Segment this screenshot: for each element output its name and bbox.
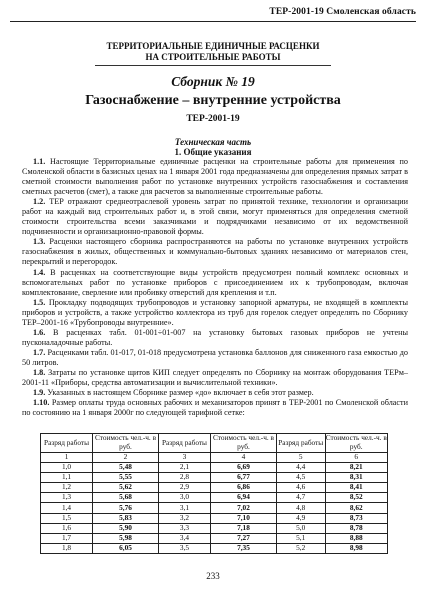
table-row bbox=[41, 513, 388, 523]
grade-cell: 1,0 bbox=[41, 462, 93, 472]
grade-cell: 1,3 bbox=[41, 493, 93, 503]
rate-cell: 6,77 bbox=[211, 472, 277, 482]
grade-cell: 1,8 bbox=[41, 544, 93, 554]
paragraph-text: Расценками табл. 01-017, 01-018 предусмотрена установка баллонов для сниженного газа емкостью до 50 литров. bbox=[22, 347, 408, 367]
collection-code: ТЕР-2001-19 bbox=[186, 114, 240, 124]
rate-cell: 8,78 bbox=[325, 523, 387, 533]
rate-cell: 5,55 bbox=[93, 472, 159, 482]
column-header: Стоимость чел.-ч. в руб. bbox=[211, 434, 277, 453]
grade-cell: 4,9 bbox=[276, 513, 325, 523]
rate-cell: 6,94 bbox=[211, 493, 277, 503]
rate-cell: 8,88 bbox=[325, 533, 387, 543]
paragraph-number: 1.3. bbox=[33, 237, 46, 247]
paragraph-text: ТЕР отражают среднеотраслевой уровень затрат по принятой технике, технологии и организации работ на каждый вид строительных работ и, в этой связи, могут применяться для определения сметной стоимости строительства всеми заказчиками и подрядчиками независимо от их ведомственной подчиненности и организационно-правовой формы. bbox=[22, 197, 408, 237]
collection-title: Газоснабжение – внутренние устройства bbox=[85, 93, 341, 108]
paragraph-text: В расценках на соответствующие виды устройств предусмотрен полный комплекс основных и вспомогательных работ по установке приборов с присоединением их к трубопроводам, включая комплектование, сверление или пробивку отверстий для крепления и т.п. bbox=[22, 267, 409, 297]
grade-cell: 5,0 bbox=[276, 523, 325, 533]
paragraph-1-9 bbox=[22, 388, 408, 398]
paragraph-text: Расценки настоящего сборника распространяются на работы по установке внутренних устройств газоснабжения в жилых, общественных и коммунально-бытовых зданиях независимо от материалов стен, перекрытий и перегородок. bbox=[22, 237, 408, 267]
paragraph-number: 1.2. bbox=[33, 197, 46, 207]
table-row bbox=[41, 472, 388, 482]
grade-cell: 5,2 bbox=[276, 544, 325, 554]
rate-cell: 7,35 bbox=[211, 544, 277, 554]
running-head: ТЕР-2001-19 Смоленская область bbox=[269, 7, 416, 17]
paragraph-text: Настоящие Территориальные единичные расценки на строительные работы для применения по Смоленской области в базисных ценах на 1 января 2001 года предназначены для определения прямых затрат в сметной стоимости выполнения работ по установке внутренних устройств газоснабжения и составления сметных расчетов (смет), а также для расчетов за выполненные строительные работы. bbox=[22, 157, 409, 197]
paragraph-text: Размер оплаты труда основных рабочих и механизаторов принят в ТЕР-2001 по Смоленской области по состоянию на 1 января 2000г по следующей тарифной сетке: bbox=[22, 398, 409, 418]
rate-cell: 5,62 bbox=[93, 482, 159, 492]
rate-cell: 6,05 bbox=[93, 544, 159, 554]
paragraph-1-7 bbox=[22, 348, 408, 368]
grade-cell: 4,4 bbox=[276, 462, 325, 472]
paragraph-number: 1.7. bbox=[33, 347, 46, 357]
paragraph-text: Затраты по установке щитов КИП следует определять по Сборнику на монтаж оборудования ТЕРм–2001-11 «Приборы, средства автоматизации и вычислительной техники». bbox=[22, 367, 408, 388]
column-index: 6 bbox=[325, 453, 387, 463]
table-header-row bbox=[41, 434, 388, 453]
grade-cell: 1,4 bbox=[41, 503, 93, 513]
body-text bbox=[22, 157, 408, 418]
rate-cell: 5,76 bbox=[93, 503, 159, 513]
column-header: Разряд работы bbox=[276, 434, 325, 453]
grade-cell: 2,1 bbox=[158, 462, 210, 472]
table-row bbox=[41, 544, 388, 554]
grade-cell: 1,5 bbox=[41, 513, 93, 523]
table-row bbox=[41, 462, 388, 472]
grade-cell: 3,3 bbox=[158, 523, 210, 533]
paragraph-1-6 bbox=[22, 328, 408, 348]
paragraph-1-4 bbox=[22, 268, 408, 298]
rate-cell: 5,90 bbox=[93, 523, 159, 533]
paragraph-text: Указанных в настоящем Сборнике размер «до» включает в себя этот размер. bbox=[47, 388, 314, 398]
rate-cell: 8,52 bbox=[325, 493, 387, 503]
grade-cell: 3,0 bbox=[158, 493, 210, 503]
rate-cell: 7,02 bbox=[211, 503, 277, 513]
table-body bbox=[41, 453, 388, 554]
paragraph-1-1 bbox=[22, 157, 408, 197]
grade-cell: 4,8 bbox=[276, 503, 325, 513]
rate-cell: 8,73 bbox=[325, 513, 387, 523]
rate-cell: 5,48 bbox=[93, 462, 159, 472]
grade-cell: 1,2 bbox=[41, 482, 93, 492]
grade-cell: 4,5 bbox=[276, 472, 325, 482]
column-header: Разряд работы bbox=[41, 434, 93, 453]
table-row bbox=[41, 503, 388, 513]
paragraph-text: В расценках табл. 01-001÷01-007 на установку бытовых газовых приборов не учтены пусконаладочные работы. bbox=[22, 327, 409, 347]
grade-cell: 4,7 bbox=[276, 493, 325, 503]
title-rule bbox=[95, 65, 331, 66]
main-title-line-1: ТЕРРИТОРИАЛЬНЫЕ ЕДИНИЧНЫЕ РАСЦЕНКИ bbox=[106, 41, 320, 51]
collection-number: Сборник № 19 bbox=[171, 74, 255, 89]
rate-cell: 6,86 bbox=[211, 482, 277, 492]
table-index-row bbox=[41, 453, 388, 463]
grade-cell: 1,1 bbox=[41, 472, 93, 482]
header-rule bbox=[10, 21, 416, 22]
column-header: Разряд работы bbox=[158, 434, 210, 453]
rate-cell: 8,62 bbox=[325, 503, 387, 513]
grade-cell: 5,1 bbox=[276, 533, 325, 543]
rate-cell: 6,69 bbox=[211, 462, 277, 472]
rate-cell: 5,98 bbox=[93, 533, 159, 543]
tech-part-heading: Техническая часть bbox=[174, 137, 252, 147]
grade-cell: 3,2 bbox=[158, 513, 210, 523]
grade-cell: 1,7 bbox=[41, 533, 93, 543]
column-index: 2 bbox=[93, 453, 159, 463]
grade-cell: 3,4 bbox=[158, 533, 210, 543]
grade-cell: 4,6 bbox=[276, 482, 325, 492]
paragraph-number: 1.8. bbox=[33, 367, 46, 377]
paragraph-1-10 bbox=[22, 398, 408, 418]
rate-cell: 7,27 bbox=[211, 533, 277, 543]
rate-cell: 7,10 bbox=[211, 513, 277, 523]
rate-cell: 8,98 bbox=[325, 544, 387, 554]
table-row bbox=[41, 482, 388, 492]
paragraph-number: 1.9. bbox=[33, 388, 46, 398]
column-index: 1 bbox=[41, 453, 93, 463]
rate-cell: 8,21 bbox=[325, 462, 387, 472]
column-index: 5 bbox=[276, 453, 325, 463]
column-index: 3 bbox=[158, 453, 210, 463]
rate-cell: 8,31 bbox=[325, 472, 387, 482]
paragraph-number: 1.10. bbox=[33, 398, 50, 408]
column-header: Стоимость чел.-ч. в руб. bbox=[325, 433, 387, 451]
paragraph-text: Прокладку подводящих трубопроводов и установку запорной арматуры, не входящей в комплекты приборов и устройств, а также устройство коллектора из труб для горелок следует определять по Сборнику ТЕР–2001-16 «Трубопроводы внутренние». bbox=[22, 297, 408, 327]
rate-cell: 5,68 bbox=[93, 493, 159, 503]
table-row bbox=[41, 533, 388, 543]
paragraph-1-2 bbox=[22, 197, 408, 237]
section-heading: 1. Общие указания bbox=[174, 147, 252, 157]
rate-cell: 8,41 bbox=[325, 482, 387, 492]
paragraph-1-8 bbox=[22, 368, 408, 388]
page-number: 233 bbox=[206, 571, 220, 581]
paragraph-number: 1.4. bbox=[33, 267, 46, 277]
paragraph-1-3 bbox=[22, 237, 408, 267]
paragraph-number: 1.1. bbox=[33, 157, 46, 166]
rate-cell: 7,18 bbox=[211, 523, 277, 533]
paragraph-number: 1.5. bbox=[33, 297, 46, 307]
column-header: Стоимость чел.-ч. в руб. bbox=[93, 434, 159, 453]
grade-cell: 2,9 bbox=[158, 482, 210, 492]
column-index: 4 bbox=[211, 453, 277, 463]
table-row bbox=[41, 493, 388, 503]
paragraph-number: 1.6. bbox=[33, 327, 46, 337]
grade-cell: 3,5 bbox=[158, 544, 210, 554]
paragraph-1-5 bbox=[22, 298, 408, 328]
grade-cell: 2,8 bbox=[158, 472, 210, 482]
main-title-line-2: НА СТРОИТЕЛЬНЫЕ РАБОТЫ bbox=[145, 52, 281, 62]
rate-cell: 5,83 bbox=[93, 513, 159, 523]
grade-cell: 1,6 bbox=[41, 523, 93, 533]
grade-cell: 3,1 bbox=[158, 503, 210, 513]
table-row bbox=[41, 523, 388, 533]
tariff-table bbox=[40, 433, 388, 554]
